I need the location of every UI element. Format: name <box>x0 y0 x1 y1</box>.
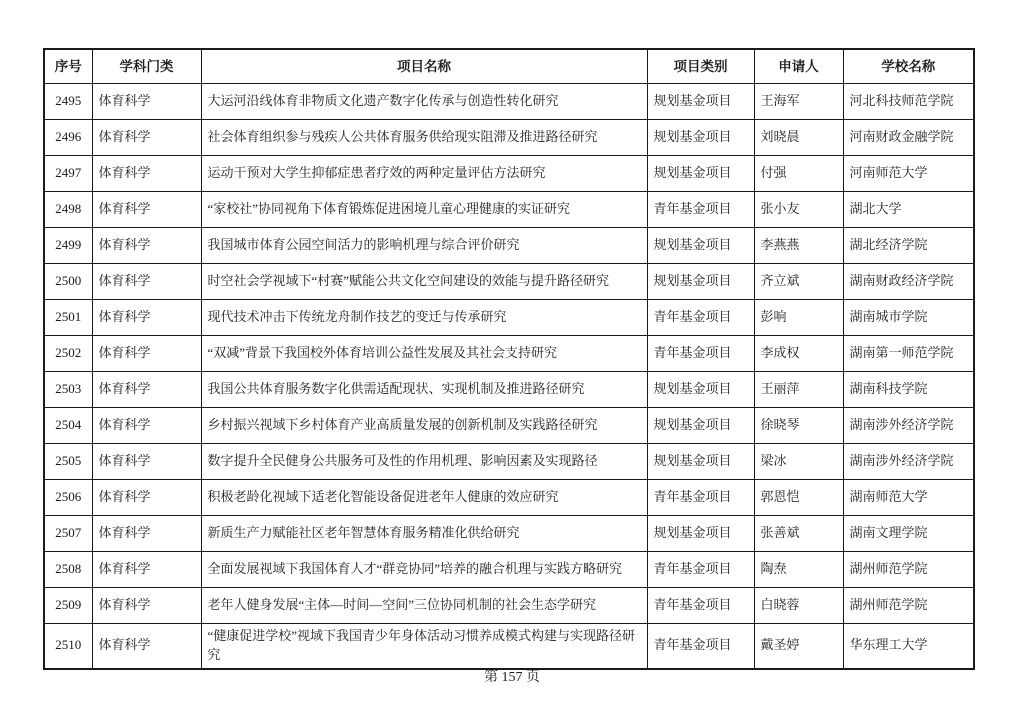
column-header-school: 学校名称 <box>843 49 974 84</box>
cell-index: 2496 <box>44 120 92 156</box>
cell-project_type: 规划基金项目 <box>647 516 754 552</box>
cell-applicant: 戴圣婷 <box>754 624 843 669</box>
table-body <box>44 84 974 669</box>
cell-project_type: 规划基金项目 <box>647 264 754 300</box>
column-header-index: 序号 <box>44 49 92 84</box>
cell-index: 2509 <box>44 588 92 624</box>
cell-discipline: 体育科学 <box>92 372 201 408</box>
cell-discipline: 体育科学 <box>92 228 201 264</box>
cell-school: 湖南文理学院 <box>843 516 974 552</box>
cell-applicant: 付强 <box>754 156 843 192</box>
cell-project_name: 乡村振兴视域下乡村体育产业高质量发展的创新机制及实践路径研究 <box>201 408 647 444</box>
cell-discipline: 体育科学 <box>92 444 201 480</box>
cell-applicant: 王丽萍 <box>754 372 843 408</box>
table-row <box>44 480 974 516</box>
cell-discipline: 体育科学 <box>92 516 201 552</box>
cell-project_name: 时空社会学视域下“村赛”赋能公共文化空间建设的效能与提升路径研究 <box>201 264 647 300</box>
cell-index: 2502 <box>44 336 92 372</box>
cell-school: 湖南第一师范学院 <box>843 336 974 372</box>
cell-applicant: 郭恩恺 <box>754 480 843 516</box>
table-row <box>44 516 974 552</box>
column-header-project_name: 项目名称 <box>201 49 647 84</box>
cell-discipline: 体育科学 <box>92 624 201 669</box>
table-header-row <box>44 49 974 84</box>
cell-project_type: 规划基金项目 <box>647 408 754 444</box>
table-row <box>44 552 974 588</box>
cell-project_name: 老年人健身发展“主体—时间—空间”三位协同机制的社会生态学研究 <box>201 588 647 624</box>
cell-project_name: 新质生产力赋能社区老年智慧体育服务精准化供给研究 <box>201 516 647 552</box>
cell-discipline: 体育科学 <box>92 408 201 444</box>
cell-school: 湖北大学 <box>843 192 974 228</box>
cell-school: 湖南科技学院 <box>843 372 974 408</box>
table-row <box>44 372 974 408</box>
cell-school: 湖州师范学院 <box>843 552 974 588</box>
cell-index: 2498 <box>44 192 92 228</box>
cell-applicant: 张小友 <box>754 192 843 228</box>
cell-project_name: 运动干预对大学生抑郁症患者疗效的两种定量评估方法研究 <box>201 156 647 192</box>
cell-project_type: 青年基金项目 <box>647 552 754 588</box>
table-row <box>44 192 974 228</box>
cell-project_name: 大运河沿线体育非物质文化遗产数字化传承与创造性转化研究 <box>201 84 647 120</box>
cell-index: 2501 <box>44 300 92 336</box>
table-row <box>44 408 974 444</box>
cell-discipline: 体育科学 <box>92 156 201 192</box>
cell-index: 2508 <box>44 552 92 588</box>
cell-project_type: 青年基金项目 <box>647 300 754 336</box>
projects-table <box>43 48 975 670</box>
cell-project_type: 青年基金项目 <box>647 192 754 228</box>
cell-project_name: “双减”背景下我国校外体育培训公益性发展及其社会支持研究 <box>201 336 647 372</box>
table-row <box>44 588 974 624</box>
cell-applicant: 张善斌 <box>754 516 843 552</box>
cell-applicant: 陶焘 <box>754 552 843 588</box>
cell-project_name: “家校社”协同视角下体育锻炼促进困境儿童心理健康的实证研究 <box>201 192 647 228</box>
cell-school: 华东理工大学 <box>843 624 974 669</box>
cell-project_type: 规划基金项目 <box>647 84 754 120</box>
cell-index: 2497 <box>44 156 92 192</box>
cell-school: 湖南财政经济学院 <box>843 264 974 300</box>
cell-school: 湖州师范学院 <box>843 588 974 624</box>
cell-discipline: 体育科学 <box>92 480 201 516</box>
page-number: 第 157 页 <box>484 670 540 685</box>
cell-school: 河南财政金融学院 <box>843 120 974 156</box>
cell-project_name: 社会体育组织参与残疾人公共体育服务供给现实阻滞及推进路径研究 <box>201 120 647 156</box>
cell-project_type: 青年基金项目 <box>647 336 754 372</box>
cell-project_name: 数字提升全民健身公共服务可及性的作用机理、影响因素及实现路径 <box>201 444 647 480</box>
cell-applicant: 齐立斌 <box>754 264 843 300</box>
cell-school: 湖南涉外经济学院 <box>843 408 974 444</box>
cell-school: 湖南城市学院 <box>843 300 974 336</box>
cell-discipline: 体育科学 <box>92 336 201 372</box>
cell-discipline: 体育科学 <box>92 264 201 300</box>
cell-applicant: 李成权 <box>754 336 843 372</box>
cell-applicant: 徐晓琴 <box>754 408 843 444</box>
cell-index: 2503 <box>44 372 92 408</box>
column-header-project_type: 项目类别 <box>647 49 754 84</box>
cell-project_name: 我国城市体育公园空间活力的影响机理与综合评价研究 <box>201 228 647 264</box>
cell-discipline: 体育科学 <box>92 588 201 624</box>
cell-index: 2506 <box>44 480 92 516</box>
cell-project_type: 青年基金项目 <box>647 624 754 669</box>
cell-index: 2495 <box>44 84 92 120</box>
table-row <box>44 120 974 156</box>
cell-project_type: 青年基金项目 <box>647 588 754 624</box>
cell-school: 湖北经济学院 <box>843 228 974 264</box>
cell-applicant: 梁冰 <box>754 444 843 480</box>
column-header-applicant: 申请人 <box>754 49 843 84</box>
table-row <box>44 228 974 264</box>
cell-project_type: 规划基金项目 <box>647 120 754 156</box>
cell-project_type: 青年基金项目 <box>647 480 754 516</box>
cell-index: 2499 <box>44 228 92 264</box>
table-row <box>44 156 974 192</box>
cell-index: 2500 <box>44 264 92 300</box>
cell-project_type: 规划基金项目 <box>647 156 754 192</box>
cell-school: 河北科技师范学院 <box>843 84 974 120</box>
cell-discipline: 体育科学 <box>92 120 201 156</box>
cell-discipline: 体育科学 <box>92 300 201 336</box>
cell-applicant: 白晓蓉 <box>754 588 843 624</box>
cell-project_name: 现代技术冲击下传统龙舟制作技艺的变迁与传承研究 <box>201 300 647 336</box>
cell-project_name: 积极老龄化视域下适老化智能设备促进老年人健康的效应研究 <box>201 480 647 516</box>
cell-applicant: 彭响 <box>754 300 843 336</box>
cell-applicant: 刘晓晨 <box>754 120 843 156</box>
cell-project_name: 我国公共体育服务数字化供需适配现状、实现机制及推进路径研究 <box>201 372 647 408</box>
table-row <box>44 84 974 120</box>
table-row <box>44 264 974 300</box>
table-row <box>44 444 974 480</box>
cell-school: 湖南师范大学 <box>843 480 974 516</box>
cell-discipline: 体育科学 <box>92 192 201 228</box>
column-header-discipline: 学科门类 <box>92 49 201 84</box>
cell-index: 2510 <box>44 624 92 669</box>
cell-school: 湖南涉外经济学院 <box>843 444 974 480</box>
cell-project_name: “健康促进学校”视域下我国青少年身体活动习惯养成模式构建与实现路径研究 <box>201 624 647 669</box>
cell-index: 2507 <box>44 516 92 552</box>
table-row <box>44 300 974 336</box>
table-row <box>44 336 974 372</box>
cell-index: 2505 <box>44 444 92 480</box>
cell-discipline: 体育科学 <box>92 552 201 588</box>
cell-project_name: 全面发展视域下我国体育人才“群竞协同”培养的融合机理与实践方略研究 <box>201 552 647 588</box>
table-row <box>44 624 974 669</box>
cell-index: 2504 <box>44 408 92 444</box>
cell-project_type: 规划基金项目 <box>647 372 754 408</box>
cell-school: 河南师范大学 <box>843 156 974 192</box>
cell-applicant: 王海军 <box>754 84 843 120</box>
cell-project_type: 规划基金项目 <box>647 228 754 264</box>
cell-discipline: 体育科学 <box>92 84 201 120</box>
cell-project_type: 规划基金项目 <box>647 444 754 480</box>
cell-applicant: 李燕燕 <box>754 228 843 264</box>
